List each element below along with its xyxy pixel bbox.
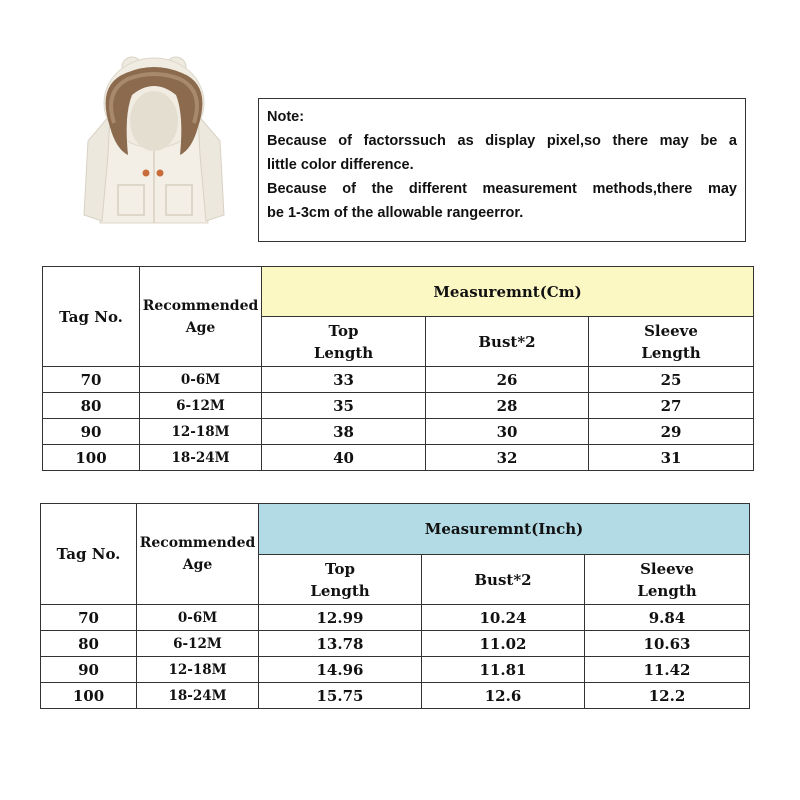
tag-cell: 70 bbox=[43, 367, 140, 393]
top-length-cell: 33 bbox=[262, 367, 426, 393]
tag-header bbox=[41, 504, 137, 605]
measurement-title-inch bbox=[259, 504, 750, 555]
bust-cell: 12.6 bbox=[422, 683, 585, 709]
size-table-inch bbox=[40, 503, 750, 709]
tag-cell: 90 bbox=[43, 419, 140, 445]
table-row bbox=[41, 631, 750, 657]
table-row bbox=[41, 657, 750, 683]
sleeve-length-header-line1: Sleeve bbox=[640, 559, 694, 578]
product-jacket-image bbox=[80, 45, 230, 235]
age-cell: 18-24M bbox=[140, 445, 262, 471]
bust-cell: 32 bbox=[426, 445, 589, 471]
table-row bbox=[41, 605, 750, 631]
top-length-header-line1: Top bbox=[325, 559, 355, 578]
top-length-header bbox=[259, 555, 422, 605]
tag-cell: 70 bbox=[41, 605, 137, 631]
top-length-header-line1: Top bbox=[328, 321, 359, 340]
tag-cell: 100 bbox=[43, 445, 140, 471]
sleeve-length-header bbox=[589, 317, 754, 367]
measurement-title-inch-label: Measuremnt(Inch) bbox=[424, 520, 584, 538]
sleeve-length-cell: 29 bbox=[589, 419, 754, 445]
age-header bbox=[137, 504, 259, 605]
note-title: Note: bbox=[267, 109, 305, 125]
bust-cell: 10.24 bbox=[422, 605, 585, 631]
age-cell: 6-12M bbox=[137, 631, 259, 657]
top-length-cell: 38 bbox=[262, 419, 426, 445]
top-length-header bbox=[262, 317, 426, 367]
bust-header-label: Bust*2 bbox=[478, 332, 536, 351]
table-row bbox=[43, 393, 754, 419]
note-box bbox=[258, 98, 746, 242]
sleeve-length-cell: 25 bbox=[589, 367, 754, 393]
sleeve-length-cell: 27 bbox=[589, 393, 754, 419]
bust-cell: 11.02 bbox=[422, 631, 585, 657]
tag-cell: 80 bbox=[43, 393, 140, 419]
top-length-cell: 12.99 bbox=[259, 605, 422, 631]
bust-cell: 30 bbox=[426, 419, 589, 445]
tag-cell: 80 bbox=[41, 631, 137, 657]
sleeve-length-cell: 12.2 bbox=[585, 683, 750, 709]
age-cell: 6-12M bbox=[140, 393, 262, 419]
tag-header bbox=[43, 267, 140, 367]
top-length-cell: 15.75 bbox=[259, 683, 422, 709]
sleeve-length-cell: 31 bbox=[589, 445, 754, 471]
measurement-title-cm-label: Measuremnt(Cm) bbox=[433, 282, 582, 301]
table-row bbox=[43, 445, 754, 471]
sleeve-length-cell: 9.84 bbox=[585, 605, 750, 631]
sleeve-length-header-line2: Length bbox=[641, 343, 701, 362]
age-header-line2: Age bbox=[185, 319, 216, 336]
top-length-header-line2: Length bbox=[310, 581, 370, 600]
table-row bbox=[41, 683, 750, 709]
sleeve-length-header-line1: Sleeve bbox=[644, 321, 698, 340]
age-cell: 12-18M bbox=[137, 657, 259, 683]
sleeve-length-header bbox=[585, 555, 750, 605]
tag-cell: 90 bbox=[41, 657, 137, 683]
table-row bbox=[43, 367, 754, 393]
bust-header-label: Bust*2 bbox=[474, 570, 532, 589]
tag-cell: 100 bbox=[41, 683, 137, 709]
age-cell: 0-6M bbox=[137, 605, 259, 631]
age-header bbox=[140, 267, 262, 367]
bust-cell: 11.81 bbox=[422, 657, 585, 683]
sleeve-length-header-line2: Length bbox=[637, 581, 697, 600]
age-cell: 0-6M bbox=[140, 367, 262, 393]
note-line-3: Because of the different measurement methods,there may bbox=[267, 181, 737, 197]
age-cell: 12-18M bbox=[140, 419, 262, 445]
sleeve-length-cell: 11.42 bbox=[585, 657, 750, 683]
top-length-cell: 35 bbox=[262, 393, 426, 419]
bust-cell: 26 bbox=[426, 367, 589, 393]
age-header-line2: Age bbox=[182, 557, 213, 573]
sleeve-length-cell: 10.63 bbox=[585, 631, 750, 657]
measurement-title-cm bbox=[262, 267, 754, 317]
bust-header bbox=[422, 555, 585, 605]
note-line-4: be 1-3cm of the allowable rangeerror. bbox=[267, 205, 524, 221]
top-length-cell: 14.96 bbox=[259, 657, 422, 683]
age-header-line1: Recommended bbox=[142, 297, 259, 314]
bust-header bbox=[426, 317, 589, 367]
age-cell: 18-24M bbox=[137, 683, 259, 709]
tag-header-label: Tag No. bbox=[56, 545, 121, 563]
table-row bbox=[43, 419, 754, 445]
note-line-2: little color difference. bbox=[267, 157, 414, 173]
age-header-line1: Recommended bbox=[139, 535, 256, 551]
top-length-cell: 40 bbox=[262, 445, 426, 471]
size-table-cm bbox=[42, 266, 754, 471]
note-line-1: Because of factorssuch as display pixel,so there may be a bbox=[267, 133, 737, 149]
tag-header-label: Tag No. bbox=[59, 307, 123, 326]
top-length-cell: 13.78 bbox=[259, 631, 422, 657]
top-length-header-line2: Length bbox=[313, 343, 374, 362]
bust-cell: 28 bbox=[426, 393, 589, 419]
